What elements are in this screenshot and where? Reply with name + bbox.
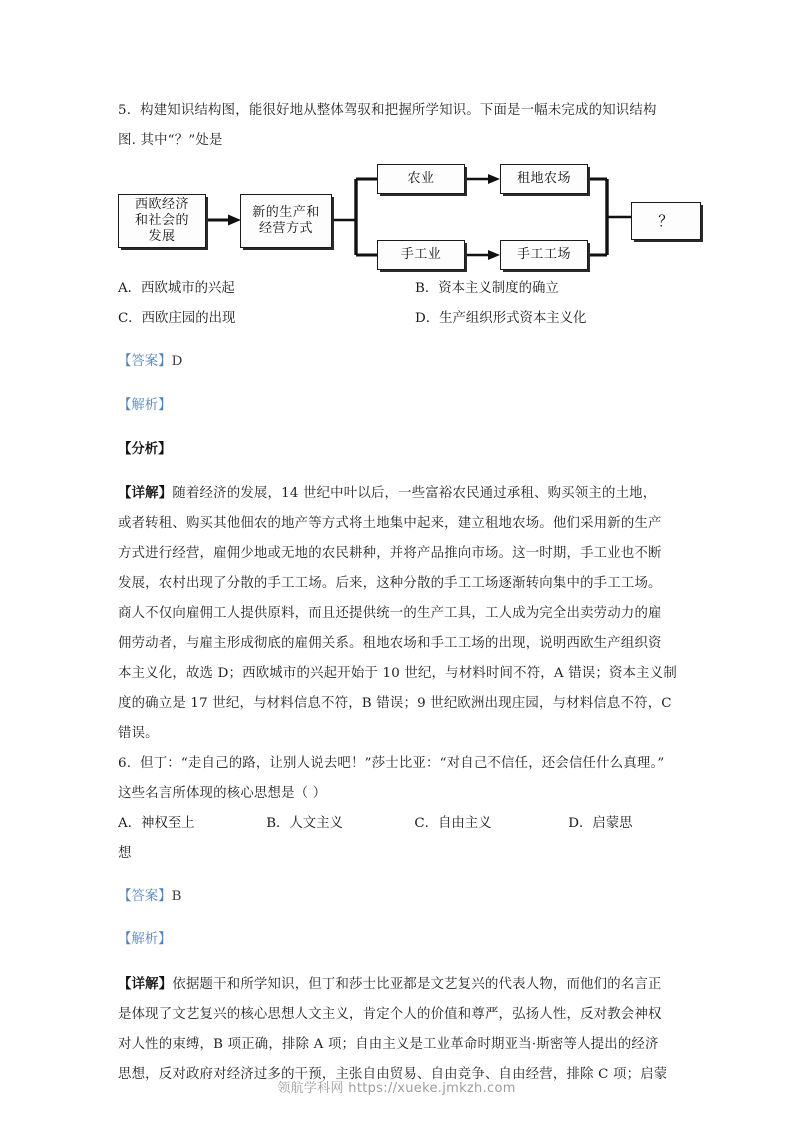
question-5-stem-line-1 [118, 96, 688, 126]
diagram-box-unknown-label: ？ [658, 212, 674, 230]
diagram-box-agriculture-label: 农业 [407, 171, 435, 186]
question-5-explanation-line-3: 方式进行经营，雇佣少地或无地的农民耕种，并将产品推向市场。这一时期，手工业也不断 [118, 545, 662, 561]
diagram-box-unknown [631, 202, 701, 240]
question-5-explanation-line-6: 佣劳动者，与雇主形成彻底的雇佣关系。租地农场和手工工场的出现，说明西欧生产组织资 [118, 635, 662, 651]
question-6-explanation-line-4: 思想，反对政府对经济过多的干预，主张自由贸易、自由竞争、自由经营，排除 C 项；启蒙 [118, 1066, 668, 1082]
question-6-explanation-line-1 [118, 969, 688, 1000]
question-5-jiexi-tag: 【解析】 [118, 397, 172, 413]
question-5-option-b[interactable]: B．资本主义制度的确立 [415, 281, 559, 296]
question-6-answer-row [118, 882, 688, 912]
question-6-option-c[interactable]: C．自由主义 [414, 815, 492, 831]
question-5-option-d[interactable]: D．生产组织形式资本主义化 [415, 311, 587, 326]
diagram-box-mode-line-2: 经营方式 [258, 221, 313, 236]
question-5 [118, 96, 688, 749]
footer-watermark [0, 1077, 793, 1096]
question-6-option-d-wrap: 想 [118, 845, 132, 861]
diagram-box-source-line-3: 发展 [148, 229, 176, 244]
question-5-explanation-line-5: 商人不仅向雇佣工人提供原料，而且还提供统一的生产工具，工人成为完全出卖劳动力的雇 [118, 605, 662, 621]
question-5-explanation-line-9: 错误。 [118, 725, 159, 741]
diagram-box-workshop-label: 手工工场 [516, 247, 571, 262]
question-6-answer-tag: 【答案】 [118, 888, 172, 904]
question-5-stem-text-1: 构建知识结构图，能很好地从整体驾驭和把握所学知识。下面是一幅未完成的知识结构 [140, 103, 657, 118]
question-5-explanation-line-8: 度的确立是 17 世纪，与材料信息不符，B 错误；9 世纪欧洲出现庄园，与材料信息不符，C [118, 695, 672, 711]
question-5-xiangjie-tag: 【详解】 [118, 484, 173, 501]
diagram-box-farm [500, 164, 588, 194]
question-5-fenxi-tag: 【分析】 [118, 441, 172, 458]
question-5-answer-tag: 【答案】 [118, 354, 172, 370]
diagram-box-source-line-1: 西欧经济 [134, 197, 189, 212]
question-5-explanation-line-2: 或者转租、购买其他佃农的地产等方式将土地集中起来，建立租地农场。他们采用新的生产 [118, 515, 662, 531]
question-6-explanation-text-1: 依据题干和所学知识，但丁和莎士比亚都是文艺复兴的代表人物，而他们的名言正 [172, 976, 662, 992]
question-5-explanation-line-1 [118, 478, 688, 509]
question-5-explanation-text-1: 随着经济的发展，14 世纪中叶以后，一些富裕农民通过承租、购买领主的土地， [172, 485, 657, 501]
question-5-options-row-1 [118, 274, 688, 304]
question-5-options-row-2 [118, 304, 688, 334]
diagram-box-handicraft-label: 手工业 [400, 247, 442, 262]
question-6-answer-value: B [171, 888, 182, 904]
question-6-stem-line-1 [118, 749, 688, 779]
question-6-option-a[interactable]: A．神权至上 [118, 815, 195, 831]
diagram-box-mode-line-1: 新的生产和 [252, 205, 320, 220]
diagram-box-source [118, 194, 206, 248]
diagram-box-source-line-2: 和社会的 [134, 213, 189, 228]
diagram-box-workshop [500, 240, 588, 270]
question-6-option-d[interactable]: D．启蒙思 [568, 815, 633, 831]
question-6-xiangjie-tag: 【详解】 [118, 975, 173, 992]
question-6-stem-text-1: 但丁：“走自己的路，让别人说去吧！”莎士比亚：“对自己不信任，还会信任什么真理。” [140, 755, 665, 771]
footer-url: https://xueke.jmkzh.com [348, 1081, 516, 1096]
question-5-answer-row [118, 347, 688, 377]
question-6-option-b[interactable]: B．人文主义 [266, 815, 343, 831]
question-5-answer-value: D [171, 354, 183, 370]
question-6 [118, 749, 688, 1090]
question-6-stem-line-2: 这些名言所体现的核心思想是（ ） [118, 785, 327, 801]
diagram-box-mode [240, 194, 332, 248]
question-5-stem-line-2: 图. 其中“？”处是 [118, 133, 223, 148]
question-5-option-c[interactable]: C．西欧庄园的出现 [118, 311, 236, 326]
question-6-explanation-line-2: 是体现了文艺复兴的核心思想人文主义，肯定个人的价值和尊严，弘扬人性，反对教会神权 [118, 1006, 662, 1022]
diagram-box-agriculture [377, 164, 465, 194]
diagram-box-handicraft [377, 240, 465, 270]
question-5-explanation-line-7: 本主义化，故选 D；西欧城市的兴起开始于 10 世纪，与材料时间不符，A 错误；资本主义制 [118, 665, 677, 681]
question-6-number: 6. [118, 755, 132, 771]
question-6-options-row [118, 809, 688, 839]
question-6-explanation-line-3: 对人性的束缚，B 项正确，排除 A 项；自由主义是工业革命时期亚当·斯密等人提出的经济 [118, 1036, 659, 1052]
question-5-option-a[interactable]: A．西欧城市的兴起 [118, 281, 235, 296]
question-5-number: 5. [118, 103, 132, 118]
question-6-jiexi-tag: 【解析】 [118, 932, 172, 948]
diagram-box-farm-label: 租地农场 [516, 171, 571, 186]
question-5-explanation-line-4: 发展，农村出现了分散的手工工场。后来，这种分散的手工工场逐渐转向集中的手工工场。 [118, 575, 662, 591]
footer-site-name: 领航学科网 [277, 1081, 344, 1096]
knowledge-structure-diagram [110, 162, 688, 270]
